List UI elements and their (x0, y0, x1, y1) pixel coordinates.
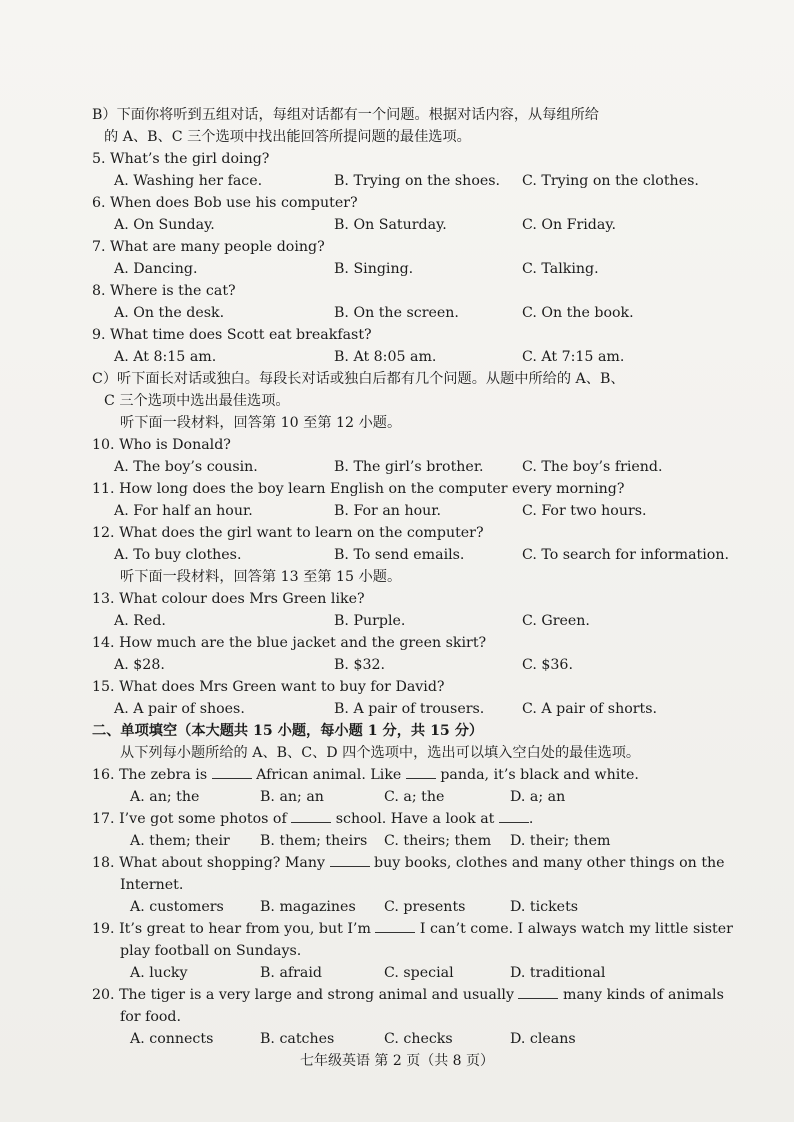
options-row (92, 698, 702, 720)
section-b-intro-1: B）下面你将听到五组对话，每组对话都有一个问题。根据对话内容，从每组所给 (92, 107, 599, 123)
question-text: 10. Who is Donald? (92, 437, 231, 453)
answer-blank (499, 808, 529, 823)
option-b: B. On the screen. (334, 305, 459, 321)
question-text: 6. When does Bob use his computer? (92, 195, 358, 211)
option-d: D. cleans (510, 1031, 576, 1047)
option-a: A. At 8:15 am. (114, 349, 217, 365)
option-c: C. Trying on the clothes. (522, 173, 699, 189)
options-row (92, 962, 702, 984)
option-c: C. checks (384, 1031, 453, 1047)
options-row (92, 346, 702, 368)
question-text: 7. What are many people doing? (92, 239, 325, 255)
question-continuation: play football on Sundays. (120, 943, 302, 959)
question-text (92, 918, 733, 940)
options-row (92, 302, 702, 324)
question-continuation: Internet. (120, 877, 184, 893)
answer-blank (330, 852, 370, 867)
option-c: C. theirs; them (384, 833, 492, 849)
option-a: A. connects (130, 1031, 214, 1047)
question-text (92, 852, 725, 874)
question-part: school. Have a look at (331, 811, 499, 827)
question-text: 14. How much are the blue jacket and the green skirt? (92, 635, 487, 651)
options-row (92, 544, 729, 566)
option-a: A. Red. (114, 613, 166, 629)
option-b: B. At 8:05 am. (334, 349, 437, 365)
option-a: A. Dancing. (114, 261, 198, 277)
options-row (92, 456, 702, 478)
option-b: B. magazines (260, 899, 356, 915)
options-row (92, 896, 702, 918)
options-row (92, 500, 702, 522)
answer-blank (406, 764, 436, 779)
option-b: B. Singing. (334, 261, 414, 277)
question-part: panda, it’s black and white. (435, 767, 639, 783)
options-row (92, 786, 702, 808)
question-text: 9. What time does Scott eat breakfast? (92, 327, 372, 343)
page-footer: 七年级英语 第 2 页（共 8 页） (299, 1053, 495, 1069)
page-content (92, 104, 733, 1050)
option-b: B. them; theirs (260, 833, 368, 849)
options-row (92, 1028, 702, 1050)
option-b: B. $32. (334, 657, 386, 673)
option-a: A. On Sunday. (114, 217, 215, 233)
question-text: 11. How long does the boy learn English on the computer every morning? (92, 481, 625, 497)
section-c-intro-1: C）听下面长对话或独白。每段长对话或独白后都有几个问题。从题中所给的 A、B、 (92, 371, 625, 387)
option-c: C. For two hours. (522, 503, 647, 519)
option-b: B. A pair of trousers. (334, 701, 485, 717)
option-d: D. a; an (510, 789, 566, 805)
option-b: B. an; an (260, 789, 324, 805)
question-part: 17. I’ve got some photos of (92, 811, 292, 827)
listening-c2-questions (92, 588, 702, 720)
option-a: A. customers (130, 899, 224, 915)
option-a: A. To buy clothes. (114, 547, 242, 563)
question-part: I can’t come. I always watch my little sister (415, 921, 733, 937)
question-part: 16. The zebra is (92, 767, 212, 783)
option-a: A. them; their (130, 833, 230, 849)
option-c: C. a; the (384, 789, 445, 805)
option-a: A. Washing her face. (114, 173, 263, 189)
option-a: A. The boy’s cousin. (114, 459, 258, 475)
section-c-material-1: 听下面一段材料，回答第 10 至第 12 小题。 (120, 415, 402, 431)
options-row (92, 654, 702, 676)
option-c: C. special (384, 965, 454, 981)
question-text: 13. What colour does Mrs Green like? (92, 591, 365, 607)
question-text (92, 808, 702, 830)
question-text: 15. What does Mrs Green want to buy for David? (92, 679, 445, 695)
question-part: African animal. Like (251, 767, 406, 783)
section-b-intro-2: 的 A、B、C 三个选项中找出能回答所提问题的最佳选项。 (104, 129, 471, 145)
option-b: B. To send emails. (334, 547, 465, 563)
option-c: C. $36. (522, 657, 573, 673)
option-b: B. Trying on the shoes. (334, 173, 501, 189)
option-d: D. tickets (510, 899, 579, 915)
option-c: C. To search for information. (522, 547, 729, 563)
options-row (92, 170, 702, 192)
section-c-material-2: 听下面一段材料，回答第 13 至第 15 小题。 (120, 569, 402, 585)
option-b: B. For an hour. (334, 503, 441, 519)
options-row (92, 610, 702, 632)
option-c: C. Talking. (522, 261, 599, 277)
option-a: A. For half an hour. (114, 503, 253, 519)
question-text: 8. Where is the cat? (92, 283, 236, 299)
answer-blank (291, 808, 331, 823)
options-row (92, 258, 702, 280)
option-b: B. Purple. (334, 613, 406, 629)
option-c: C. Green. (522, 613, 590, 629)
question-part: many kinds of animals (558, 987, 724, 1003)
option-a: A. lucky (130, 965, 188, 981)
option-b: B. On Saturday. (334, 217, 447, 233)
question-text (92, 764, 702, 786)
question-continuation: for food. (120, 1009, 182, 1025)
question-text (92, 984, 724, 1006)
option-d: D. traditional (510, 965, 606, 981)
answer-blank (518, 984, 558, 999)
option-c: C. At 7:15 am. (522, 349, 625, 365)
question-part: 18. What about shopping? Many (92, 855, 330, 871)
question-part: 20. The tiger is a very large and strong animal and usually (92, 987, 519, 1003)
question-text: 12. What does the girl want to learn on the computer? (92, 525, 484, 541)
option-b: B. afraid (260, 965, 323, 981)
listening-b-questions (92, 148, 702, 368)
option-b: B. The girl’s brother. (334, 459, 484, 475)
option-c: C. The boy’s friend. (522, 459, 663, 475)
question-part: . (528, 811, 534, 827)
answer-blank (375, 918, 415, 933)
question-part: 19. It’s great to hear from you, but I’m (92, 921, 376, 937)
option-d: D. their; them (510, 833, 611, 849)
answer-blank (212, 764, 252, 779)
option-a: A. an; the (130, 789, 200, 805)
grammar-questions (92, 764, 733, 1050)
option-a: A. A pair of shoes. (114, 701, 245, 717)
options-row (92, 830, 702, 852)
section-c-intro-2: C 三个选项中选出最佳选项。 (104, 393, 290, 409)
question-text: 5. What’s the girl doing? (92, 151, 270, 167)
question-part: buy books, clothes and many other things on the (369, 855, 725, 871)
option-a: A. On the desk. (114, 305, 225, 321)
option-c: C. presents (384, 899, 466, 915)
listening-c1-questions (92, 434, 729, 566)
option-b: B. catches (260, 1031, 335, 1047)
option-c: C. On the book. (522, 305, 634, 321)
option-c: C. A pair of shorts. (522, 701, 658, 717)
part-2-instruction: 从下列每小题所给的 A、B、C、D 四个选项中，选出可以填入空白处的最佳选项。 (120, 745, 641, 761)
option-c: C. On Friday. (522, 217, 616, 233)
options-row (92, 214, 702, 236)
part-2-title: 二、单项填空（本大题共 15 小题，每小题 1 分，共 15 分） (92, 723, 484, 739)
option-a: A. $28. (114, 657, 165, 673)
